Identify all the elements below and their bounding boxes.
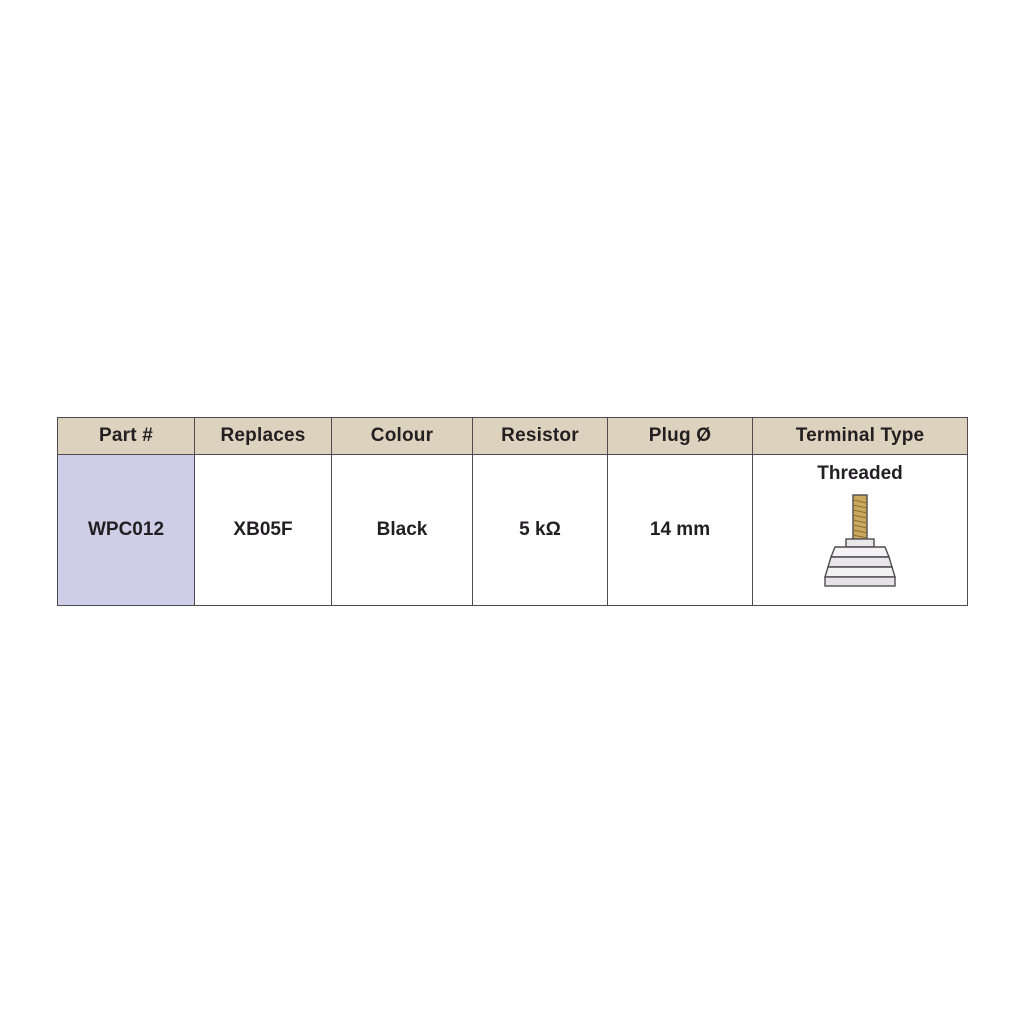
column-header-colour: Colour	[332, 418, 473, 455]
cell-plug-diameter: 14 mm	[608, 455, 753, 606]
column-header-part: Part #	[58, 418, 195, 455]
cell-resistor: 5 kΩ	[473, 455, 608, 606]
cell-colour: Black	[332, 455, 473, 606]
table-header-row	[58, 418, 968, 455]
cell-replaces: XB05F	[195, 455, 332, 606]
cell-part-number: WPC012	[58, 455, 195, 606]
table-row	[58, 455, 968, 606]
table-header	[58, 418, 968, 455]
column-header-resistor: Resistor	[473, 418, 608, 455]
column-header-plug-diameter: Plug Ø	[608, 418, 753, 455]
table-body	[58, 455, 968, 606]
terminal-type-label: Threaded	[817, 463, 903, 484]
column-header-replaces: Replaces	[195, 418, 332, 455]
threaded-terminal-icon	[815, 487, 905, 591]
cell-terminal-type	[753, 455, 968, 606]
terminal-type-content	[753, 455, 967, 605]
specification-table	[57, 417, 968, 606]
column-header-terminal-type: Terminal Type	[753, 418, 968, 455]
spec-table-container	[57, 417, 967, 606]
